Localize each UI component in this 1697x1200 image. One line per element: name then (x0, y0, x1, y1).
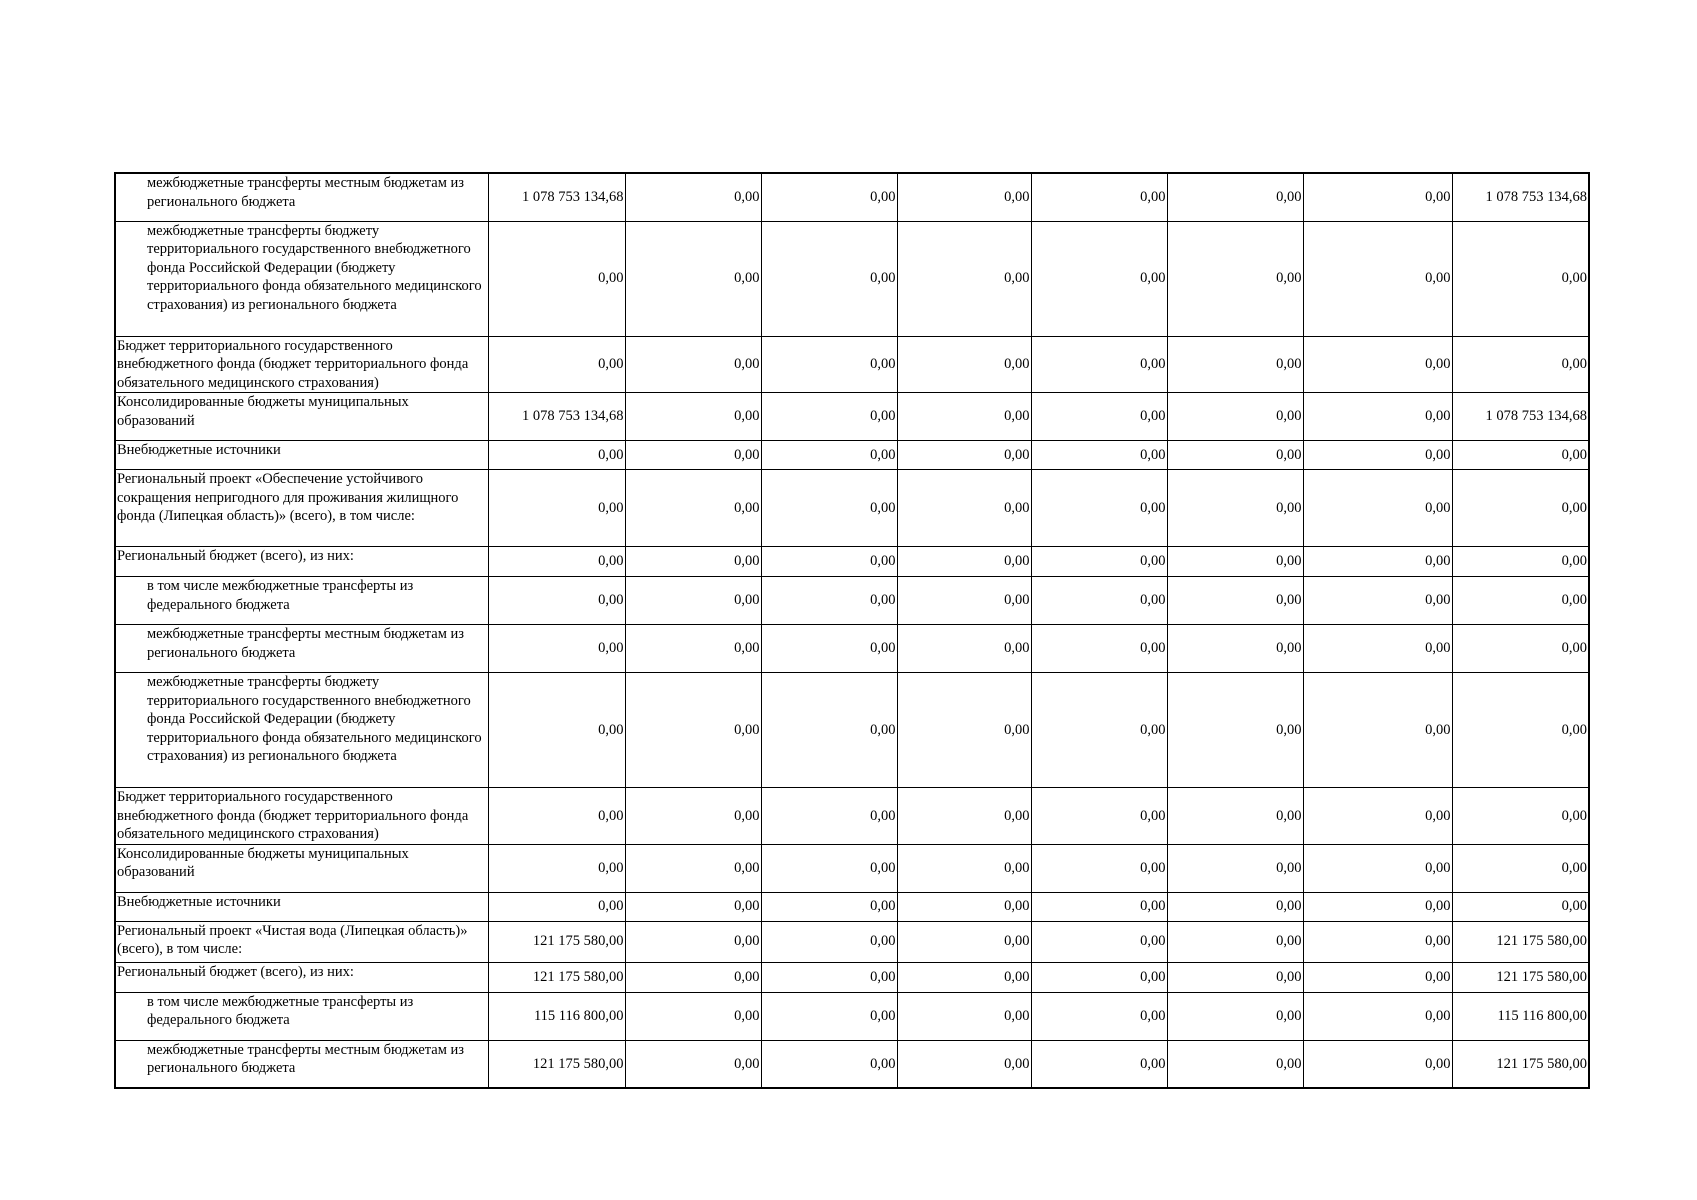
value-cell: 1 078 753 134,68 (488, 393, 625, 441)
value-cell: 0,00 (761, 547, 897, 577)
value-cell: 121 175 580,00 (488, 962, 625, 992)
value-cell: 0,00 (1031, 393, 1167, 441)
value-cell: 0,00 (1303, 577, 1452, 625)
value-cell: 0,00 (1031, 844, 1167, 892)
table-row (115, 921, 1589, 962)
value-cell: 0,00 (1167, 625, 1303, 673)
table-row (115, 577, 1589, 625)
value-cell: 0,00 (625, 1040, 761, 1088)
value-cell: 121 175 580,00 (488, 921, 625, 962)
value-cell: 0,00 (625, 992, 761, 1040)
value-cell: 0,00 (1031, 441, 1167, 470)
value-cell: 0,00 (1452, 336, 1589, 393)
value-cell: 121 175 580,00 (1452, 1040, 1589, 1088)
value-cell: 0,00 (1167, 962, 1303, 992)
value-cell: 0,00 (1167, 547, 1303, 577)
value-cell: 115 116 800,00 (488, 992, 625, 1040)
row-label: Региональный бюджет (всего), из них: (115, 547, 488, 577)
value-cell: 0,00 (1303, 1040, 1452, 1088)
value-cell: 0,00 (488, 673, 625, 788)
table-body (115, 173, 1589, 1088)
value-cell: 0,00 (488, 336, 625, 393)
value-cell: 0,00 (897, 173, 1031, 221)
value-cell: 0,00 (1167, 844, 1303, 892)
value-cell: 0,00 (488, 577, 625, 625)
table-row (115, 221, 1589, 336)
value-cell: 0,00 (1303, 547, 1452, 577)
value-cell: 121 175 580,00 (1452, 962, 1589, 992)
value-cell: 0,00 (897, 393, 1031, 441)
row-label: в том числе межбюджетные трансферты из федерального бюджета (115, 992, 488, 1040)
table-row (115, 336, 1589, 393)
value-cell: 0,00 (897, 1040, 1031, 1088)
value-cell: 0,00 (897, 788, 1031, 845)
value-cell: 0,00 (761, 221, 897, 336)
value-cell: 0,00 (1452, 625, 1589, 673)
row-label: Внебюджетные источники (115, 892, 488, 921)
value-cell: 0,00 (488, 844, 625, 892)
value-cell: 0,00 (1303, 173, 1452, 221)
value-cell: 0,00 (1031, 173, 1167, 221)
value-cell: 0,00 (761, 788, 897, 845)
value-cell: 0,00 (1303, 921, 1452, 962)
table-row (115, 673, 1589, 788)
value-cell: 0,00 (1031, 625, 1167, 673)
value-cell: 0,00 (897, 844, 1031, 892)
value-cell: 0,00 (1303, 625, 1452, 673)
row-label: Бюджет территориального государственного внебюджетного фонда (бюджет территориального фонда обязательного медицинского страхования) (115, 336, 488, 393)
value-cell: 0,00 (1452, 221, 1589, 336)
table-row (115, 547, 1589, 577)
value-cell: 0,00 (1031, 577, 1167, 625)
value-cell: 0,00 (625, 962, 761, 992)
value-cell: 0,00 (1452, 577, 1589, 625)
value-cell: 0,00 (1031, 470, 1167, 547)
value-cell: 0,00 (1031, 992, 1167, 1040)
value-cell: 0,00 (761, 336, 897, 393)
value-cell: 0,00 (625, 788, 761, 845)
value-cell: 0,00 (1031, 788, 1167, 845)
value-cell: 0,00 (1303, 962, 1452, 992)
value-cell: 0,00 (761, 441, 897, 470)
value-cell: 0,00 (488, 441, 625, 470)
value-cell: 0,00 (488, 625, 625, 673)
value-cell: 0,00 (1452, 441, 1589, 470)
value-cell: 0,00 (897, 470, 1031, 547)
row-label: Консолидированные бюджеты муниципальных образований (115, 844, 488, 892)
value-cell: 0,00 (1167, 673, 1303, 788)
value-cell: 0,00 (625, 221, 761, 336)
value-cell: 0,00 (1031, 1040, 1167, 1088)
value-cell: 0,00 (761, 470, 897, 547)
value-cell: 0,00 (761, 393, 897, 441)
value-cell: 0,00 (1167, 577, 1303, 625)
value-cell: 0,00 (897, 892, 1031, 921)
value-cell: 0,00 (625, 470, 761, 547)
value-cell: 0,00 (1452, 673, 1589, 788)
value-cell: 0,00 (1031, 336, 1167, 393)
budget-table (114, 172, 1590, 1089)
value-cell: 0,00 (897, 441, 1031, 470)
table-row (115, 892, 1589, 921)
value-cell: 0,00 (1303, 441, 1452, 470)
value-cell: 0,00 (1167, 173, 1303, 221)
row-label: межбюджетные трансферты местным бюджетам из регионального бюджета (115, 1040, 488, 1088)
value-cell: 0,00 (897, 962, 1031, 992)
value-cell: 0,00 (625, 336, 761, 393)
value-cell: 0,00 (488, 892, 625, 921)
value-cell: 0,00 (1167, 1040, 1303, 1088)
value-cell: 0,00 (625, 921, 761, 962)
value-cell: 0,00 (897, 547, 1031, 577)
value-cell: 0,00 (1303, 992, 1452, 1040)
value-cell: 0,00 (488, 470, 625, 547)
value-cell: 0,00 (1167, 992, 1303, 1040)
value-cell: 0,00 (1031, 962, 1167, 992)
value-cell: 0,00 (761, 673, 897, 788)
table-row (115, 962, 1589, 992)
value-cell: 0,00 (761, 577, 897, 625)
value-cell: 0,00 (1303, 892, 1452, 921)
value-cell: 0,00 (1303, 221, 1452, 336)
value-cell: 0,00 (488, 788, 625, 845)
value-cell: 0,00 (625, 577, 761, 625)
value-cell: 0,00 (625, 547, 761, 577)
value-cell: 0,00 (1303, 393, 1452, 441)
value-cell: 0,00 (1167, 788, 1303, 845)
row-label: Региональный бюджет (всего), из них: (115, 962, 488, 992)
value-cell: 0,00 (761, 892, 897, 921)
value-cell: 0,00 (625, 625, 761, 673)
value-cell: 121 175 580,00 (488, 1040, 625, 1088)
table-row (115, 441, 1589, 470)
value-cell: 0,00 (488, 221, 625, 336)
table-row (115, 788, 1589, 845)
value-cell: 0,00 (1167, 892, 1303, 921)
value-cell: 1 078 753 134,68 (1452, 393, 1589, 441)
value-cell: 0,00 (625, 673, 761, 788)
value-cell: 0,00 (897, 673, 1031, 788)
value-cell: 121 175 580,00 (1452, 921, 1589, 962)
row-label: в том числе межбюджетные трансферты из федерального бюджета (115, 577, 488, 625)
value-cell: 0,00 (1452, 892, 1589, 921)
value-cell: 0,00 (1303, 673, 1452, 788)
row-label: Внебюджетные источники (115, 441, 488, 470)
value-cell: 0,00 (1031, 673, 1167, 788)
row-label: межбюджетные трансферты бюджету территориального государственного внебюджетного фонда Российской Федерации (бюджету территориального фонда обязательного медицинского страхования) из регионального бюджета (115, 673, 488, 788)
value-cell: 0,00 (1031, 892, 1167, 921)
value-cell: 0,00 (897, 625, 1031, 673)
value-cell: 0,00 (625, 173, 761, 221)
value-cell: 0,00 (761, 625, 897, 673)
value-cell: 0,00 (1303, 788, 1452, 845)
value-cell: 0,00 (1452, 547, 1589, 577)
value-cell: 0,00 (761, 992, 897, 1040)
value-cell: 0,00 (1167, 921, 1303, 962)
value-cell: 0,00 (1031, 921, 1167, 962)
value-cell: 0,00 (761, 1040, 897, 1088)
value-cell: 0,00 (1031, 221, 1167, 336)
value-cell: 0,00 (897, 577, 1031, 625)
value-cell: 0,00 (761, 921, 897, 962)
value-cell: 0,00 (625, 441, 761, 470)
value-cell: 0,00 (761, 962, 897, 992)
table-row (115, 992, 1589, 1040)
value-cell: 0,00 (1167, 470, 1303, 547)
value-cell: 0,00 (1452, 470, 1589, 547)
value-cell: 0,00 (897, 221, 1031, 336)
value-cell: 0,00 (1167, 336, 1303, 393)
value-cell: 0,00 (1167, 221, 1303, 336)
value-cell: 0,00 (761, 844, 897, 892)
table-row (115, 393, 1589, 441)
value-cell: 0,00 (897, 336, 1031, 393)
row-label: Бюджет территориального государственного внебюджетного фонда (бюджет территориального фонда обязательного медицинского страхования) (115, 788, 488, 845)
value-cell: 0,00 (625, 844, 761, 892)
value-cell: 0,00 (1303, 844, 1452, 892)
row-label: Региональный проект «Обеспечение устойчивого сокращения непригодного для проживания жилищного фонда (Липецкая область)» (всего), в том числе: (115, 470, 488, 547)
row-label: Консолидированные бюджеты муниципальных образований (115, 393, 488, 441)
table-row (115, 625, 1589, 673)
row-label: межбюджетные трансферты местным бюджетам из регионального бюджета (115, 625, 488, 673)
table-row (115, 470, 1589, 547)
table-row (115, 173, 1589, 221)
value-cell: 0,00 (625, 393, 761, 441)
table-row (115, 1040, 1589, 1088)
value-cell: 1 078 753 134,68 (1452, 173, 1589, 221)
row-label: межбюджетные трансферты бюджету территориального государственного внебюджетного фонда Российской Федерации (бюджету территориального фонда обязательного медицинского страхования) из регионального бюджета (115, 221, 488, 336)
value-cell: 0,00 (897, 992, 1031, 1040)
row-label: Региональный проект «Чистая вода (Липецкая область)» (всего), в том числе: (115, 921, 488, 962)
value-cell: 0,00 (1303, 470, 1452, 547)
value-cell: 0,00 (625, 892, 761, 921)
row-label: межбюджетные трансферты местным бюджетам из регионального бюджета (115, 173, 488, 221)
value-cell: 0,00 (1031, 547, 1167, 577)
table-row (115, 844, 1589, 892)
value-cell: 1 078 753 134,68 (488, 173, 625, 221)
value-cell: 0,00 (1167, 393, 1303, 441)
value-cell: 0,00 (897, 921, 1031, 962)
value-cell: 115 116 800,00 (1452, 992, 1589, 1040)
value-cell: 0,00 (1167, 441, 1303, 470)
value-cell: 0,00 (1303, 336, 1452, 393)
value-cell: 0,00 (761, 173, 897, 221)
value-cell: 0,00 (1452, 844, 1589, 892)
value-cell: 0,00 (488, 547, 625, 577)
value-cell: 0,00 (1452, 788, 1589, 845)
